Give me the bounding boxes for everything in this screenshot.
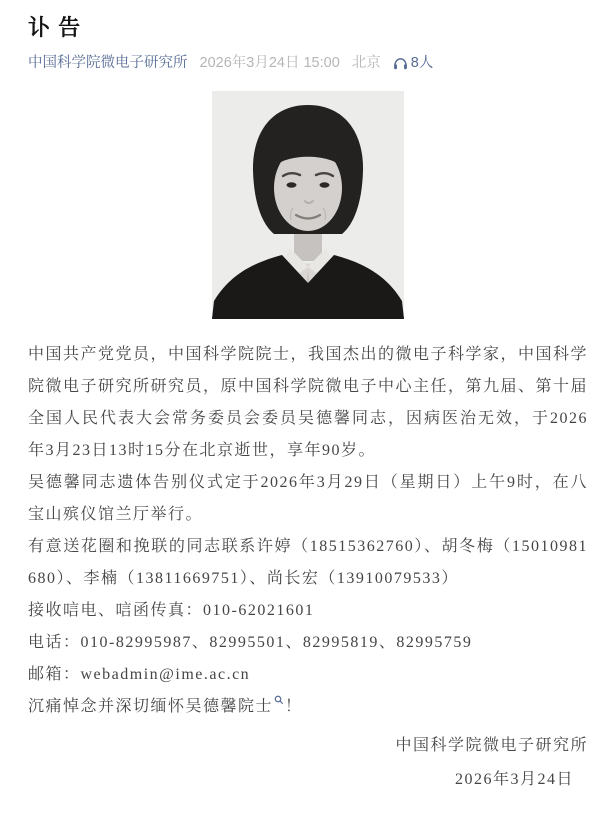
mourning-text: 沉痛悼念并深切缅怀吴德馨院士: [28, 698, 274, 715]
article-footer: [28, 729, 588, 797]
mourning-suffix: ！: [285, 698, 303, 715]
signature-date: 2026年3月24日: [454, 771, 574, 788]
article-meta: [28, 53, 588, 73]
paragraph-ceremony: 吴德馨同志遗体告别仪式定于2026年3月29日（星期日）上午9时，在八宝山殡仪馆兰厅举行。: [28, 474, 588, 523]
publish-location: 北京: [351, 55, 381, 71]
paragraph-contacts: 有意送花圈和挽联的同志联系许婷（18515362760）、胡冬梅（15010981680）、李楠（13811669751）、尚长宏（13910079533）: [28, 538, 588, 587]
paragraph-mourning: [28, 691, 588, 723]
paragraph-fax: 接收唁电、唁函传真：010-62021601: [28, 602, 315, 619]
article-body: [28, 339, 588, 723]
headphones-icon: [393, 57, 408, 70]
paragraph-obituary: 中国共产党党员，中国科学院院士，我国杰出的微电子科学家，中国科学院微电子研究所研究员，原中国科学院微电子中心主任，第九届、第十届全国人民代表大会常务委员会委员吴德馨同志，因病医治无效，于2026年3月23日13时15分在北京逝世，享年90岁。: [28, 346, 589, 459]
portrait-photo[interactable]: [212, 91, 404, 319]
listen-count-label: 8人: [410, 55, 434, 71]
page-title: 讣 告: [28, 15, 82, 40]
paragraph-email: 邮箱：webadmin@ime.ac.cn: [28, 666, 251, 683]
account-name-link[interactable]: 中国科学院微电子研究所: [28, 55, 188, 71]
magnifier-icon[interactable]: [274, 695, 284, 705]
listen-count-button[interactable]: [393, 53, 434, 73]
paragraph-phone: 电话：010-82995987、82995501、82995819、82995759: [28, 634, 473, 651]
publish-time: 2026年3月24日 15:00: [199, 55, 340, 71]
signature: 中国科学院微电子研究所: [395, 737, 588, 754]
portrait-illustration: [212, 91, 404, 319]
